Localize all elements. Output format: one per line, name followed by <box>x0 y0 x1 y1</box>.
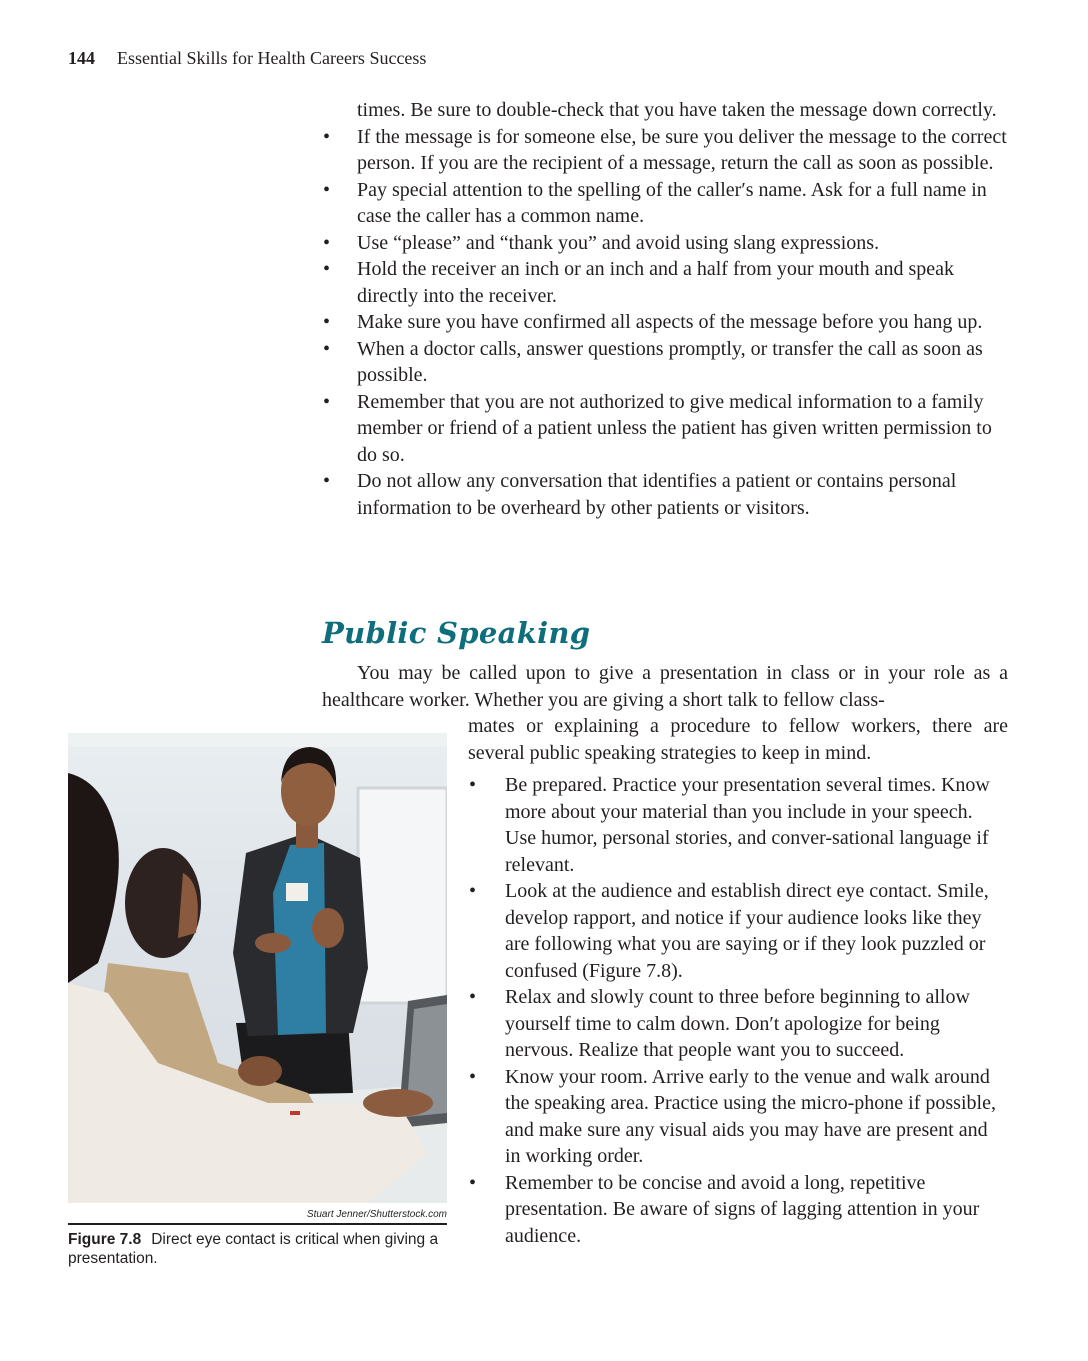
running-head <box>68 48 426 69</box>
list-item: • When a doctor calls, answer questions promptly, or transfer the call as soon as possible. <box>322 336 1012 389</box>
caption-rule <box>68 1223 447 1225</box>
figure-caption <box>68 1230 447 1268</box>
top-text-column <box>322 97 1012 521</box>
figure-label: Figure 7.8 <box>68 1231 142 1248</box>
presentation-photo <box>68 733 447 1203</box>
list-item: • Hold the receiver an inch or an inch and a half from your mouth and speak directly into the receiver. <box>322 256 1012 309</box>
list-item: • Remember that you are not authorized to give medical information to a family member or friend of a patient unless the patient has given written permission to do so. <box>322 389 1012 469</box>
section-heading: Public Speaking <box>322 616 591 650</box>
figure-7-8 <box>68 733 447 1268</box>
book-title: Essential Skills for Health Careers Success <box>117 48 427 68</box>
list-item: • Make sure you have confirmed all aspects of the message before you hang up. <box>322 309 1012 336</box>
continued-paragraph: times. Be sure to double-check that you have taken the message down correctly. <box>357 99 997 121</box>
phone-etiquette-list <box>322 124 1012 522</box>
photo-credit: Stuart Jenner/Shutterstock.com <box>306 1209 447 1220</box>
list-item: • Know your room. Arrive early to the venue and walk around the speaking area. Practice using the micro-phone if possible, and make sure any visual aids you may have are present and in working order. <box>468 1064 1008 1170</box>
figure-caption-text: Direct eye contact is critical when giving a presentation. <box>68 1231 439 1267</box>
list-item: • Relax and slowly count to three before beginning to allow yourself time to calm down. Don′t apologize for being nervous. Realize that people want you to succeed. <box>468 984 1008 1064</box>
list-item: • If the message is for someone else, be sure you deliver the message to the correct person. If you are the recipient of a message, return the call as soon as possible. <box>322 124 1012 177</box>
public-speaking-list <box>468 772 1008 1249</box>
list-item: • Remember to be concise and avoid a long, repetitive presentation. Be aware of signs of lagging attention in your audience. <box>468 1170 1008 1250</box>
list-item: • Be prepared. Practice your presentation several times. Know more about your material than you include in your speech. Use humor, personal stories, and conver-sational language if relevant. <box>468 772 1008 878</box>
presentation-scene-illustration <box>68 733 447 1203</box>
page-number: 144 <box>68 48 95 68</box>
intro-paragraph-part2: mates or explaining a procedure to fellow workers, there are several public speaking strategies to keep in mind. <box>468 715 1008 764</box>
right-text-column <box>468 713 1008 1249</box>
intro-paragraph <box>322 660 1008 713</box>
list-item: • Use “please” and “thank you” and avoid using slang expressions. <box>322 230 1012 257</box>
intro-paragraph-part1: You may be called upon to give a presentation in class or in your role as a healthcare worker. Whether you are giving a short talk to fellow class- <box>322 662 1008 711</box>
list-item: • Do not allow any conversation that identifies a patient or contains personal information to be overheard by other patients or visitors. <box>322 468 1012 521</box>
list-item: • Pay special attention to the spelling of the caller′s name. Ask for a full name in case the caller has a common name. <box>322 177 1012 230</box>
list-item: • Look at the audience and establish direct eye contact. Smile, develop rapport, and notice if your audience looks like they are following what you are saying or if they look puzzled or confused (Figure 7.8). <box>468 878 1008 984</box>
